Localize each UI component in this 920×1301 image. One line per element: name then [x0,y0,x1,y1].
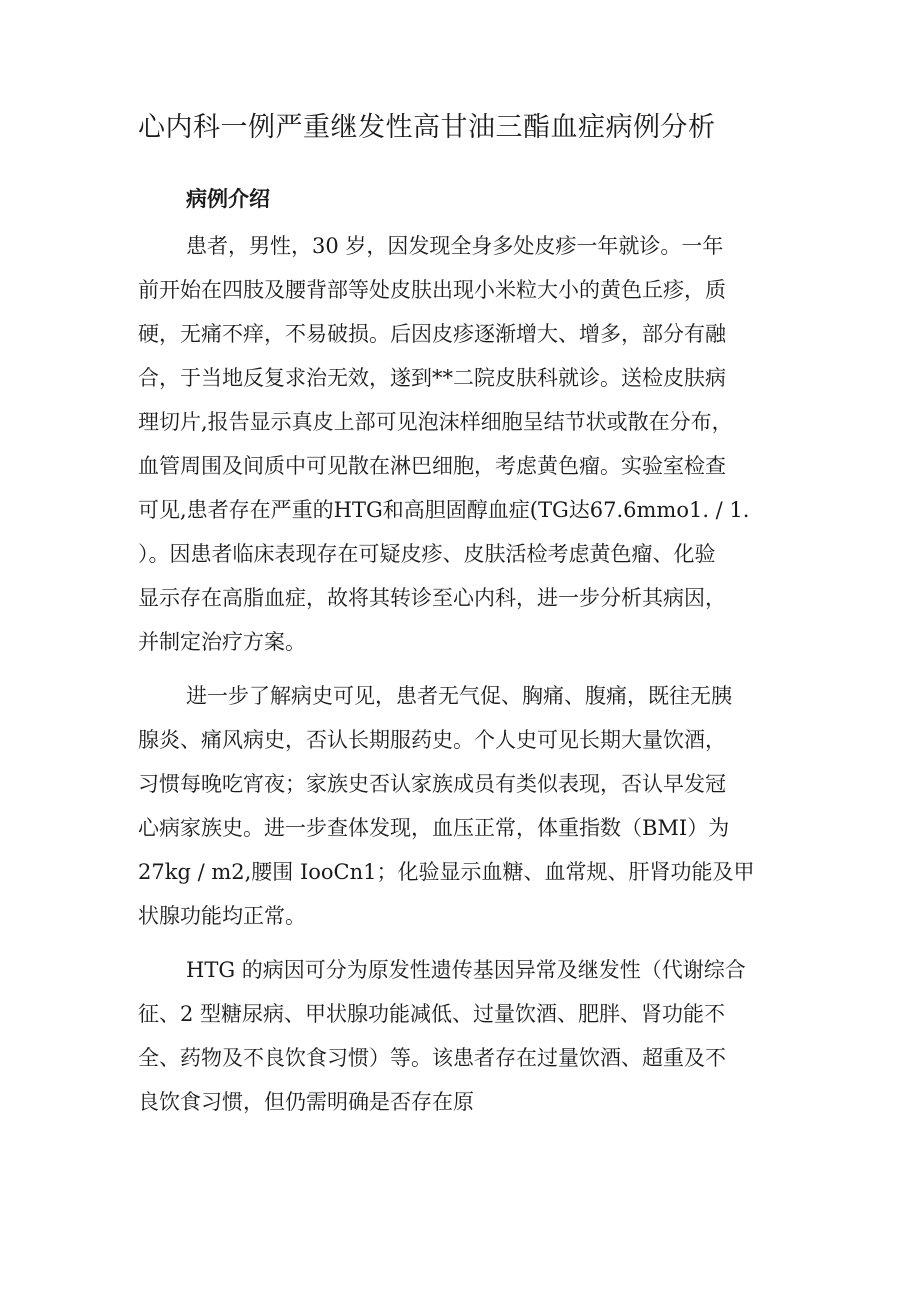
paragraph-line: 状腺功能均正常。 [138,904,306,928]
paragraph-line: 患者，男性，30 岁，因发现全身多处皮疹一年就诊。一年 [186,234,724,258]
paragraph-line: ）。因患者临床表现存在可疑皮疹、皮肤活检考虑黄色瘤、化验 [138,542,716,566]
paragraph-line: 征、2 型糖尿病、甲状腺功能减低、过量饮酒、肥胖、肾功能不 [138,1002,726,1026]
paragraph-line: HTG 的病因可分为原发性遗传基因异常及继发性（代谢综合 [186,958,746,982]
paragraph-line: 心病家族史。进一步查体发现，血压正常，体重指数（BMI）为 [138,816,730,840]
paragraph-line: 可见,患者存在严重的HTG和高胆固醇血症(TG达67.6mmo1. / 1. [138,498,750,522]
paragraph [138,224,798,664]
paragraph-line: 进一步了解病史可见，患者无气促、胸痛、腹痛，既往无胰 [186,684,732,708]
document-body [138,224,798,1134]
section-heading: 病例介绍 [186,187,270,211]
paragraph-line: 并制定治疗方案。 [138,630,306,654]
paragraph-line: 前开始在四肢及腰背部等处皮肤出现小米粒大小的黄色丘疹，质 [138,278,726,302]
paragraph-line: 理切片,报告显示真皮上部可见泡沫样细胞呈结节状或散在分布， [138,410,733,434]
paragraph-line: 硬，无痛不痒，不易破损。后因皮疹逐渐增大、增多，部分有融 [138,322,726,346]
paragraph-line: 习惯每晚吃宵夜；家族史否认家族成员有类似表现，否认早发冠 [138,772,726,796]
document-title: 心内科一例严重继发性高甘油三酯血症病例分析 [138,112,716,143]
paragraph-line: 血管周围及间质中可见散在淋巴细胞，考虑黄色瘤。实验室检查 [138,454,726,478]
paragraph [138,948,798,1124]
paragraph [138,674,798,938]
paragraph-line: 腺炎、痛风病史，否认长期服药史。个人史可见长期大量饮酒， [138,728,726,752]
paragraph-line: 27kg / m2,腰围 IooCn1；化验显示血糖、血常规、肝肾功能及甲 [138,860,755,884]
paragraph-line: 显示存在高脂血症，故将其转诊至心内科，进一步分析其病因， [138,586,726,610]
paragraph-line: 全、药物及不良饮食习惯）等。该患者存在过量饮酒、超重及不 [138,1046,726,1070]
paragraph-line: 良饮食习惯，但仍需明确是否存在原 [138,1090,474,1114]
paragraph-line: 合，于当地反复求治无效，遂到**二院皮肤科就诊。送检皮肤病 [138,366,726,390]
